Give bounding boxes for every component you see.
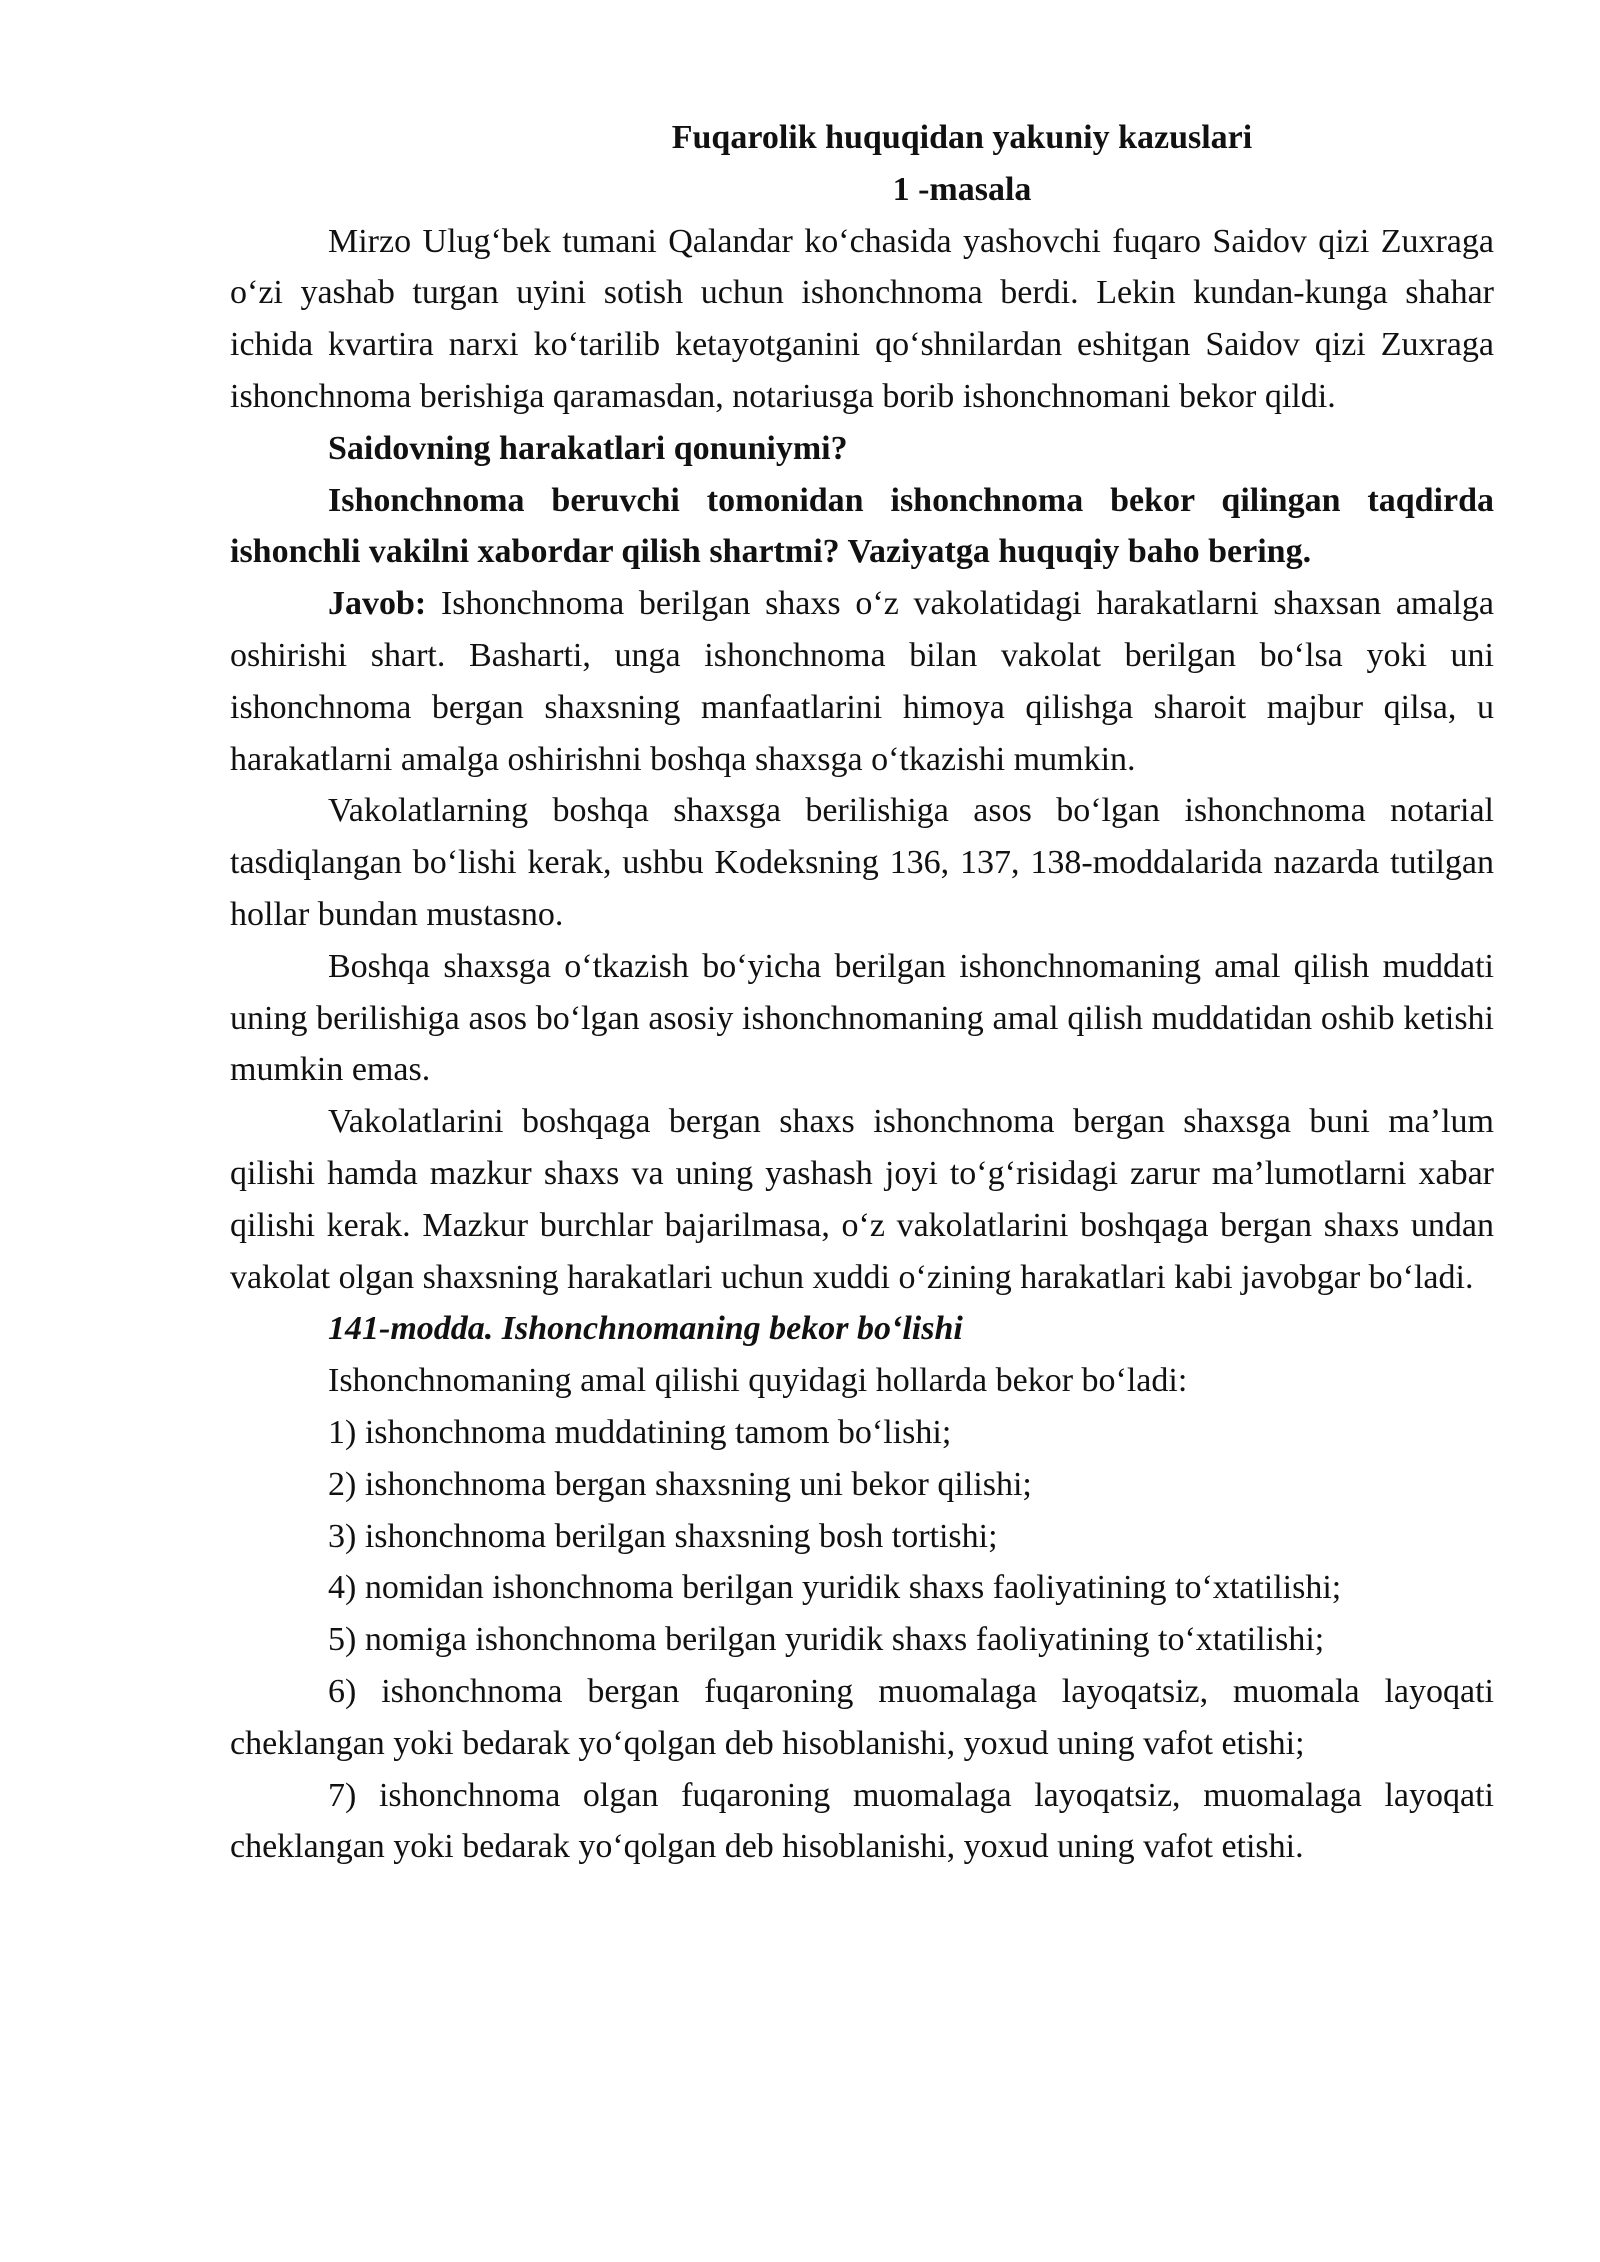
article-item-3: 3) ishonchnoma berilgan shaxsning bosh tortishi; bbox=[328, 1517, 998, 1555]
article-item-6: 6) ishonchnoma bergan fuqaroning muomalaga layoqatsiz, muomala layoqati cheklangan yoki bedarak yo‘qolgan deb hisoblanishi, yoxud uning vafot etishi; bbox=[230, 1672, 1494, 1762]
article-intro: Ishonchnomaning amal qilishi quyidagi hollarda bekor bo‘ladi: bbox=[328, 1362, 1188, 1400]
article-heading: 141-modda. Ishonchnomaning bekor bo‘lishi bbox=[328, 1310, 963, 1348]
article-item-5: 5) nomiga ishonchnoma berilgan yuridik shaxs faoliyatining to‘xtatilishi; bbox=[328, 1621, 1325, 1659]
case-number: 1 -masala bbox=[892, 170, 1032, 208]
question-2: Ishonchnoma beruvchi tomonidan ishonchnoma bekor qilingan taqdirda ishonchli vakilni xabordar qilish shartmi? Vaziyatga huquqiy baho bering. bbox=[230, 481, 1494, 571]
answer-text: Ishonchnoma berilgan shaxs o‘z vakolatidagi harakatlarni shaxsan amalga oshirishi shart. Basharti, unga ishonchnoma bilan vakolat berilgan bo‘lsa yoki uni ishonchnoma bergan shaxsning manfaatlarini himoya qilishga sharoit majbur qilsa, u harakatlarni amalga oshirishni boshqa shaxsga o‘tkazishi mumkin. bbox=[230, 585, 1494, 778]
case-text: Mirzo Ulug‘bek tumani Qalandar ko‘chasida yashovchi fuqaro Saidov qizi Zuxraga o‘zi yashab turgan uyini sotish uchun ishonchnoma berdi. Lekin kundan-kunga shahar ichida kvartira narxi ko‘tarilib ketayotganini qo‘shnilardan eshitgan Saidov qizi Zuxraga ishonchnoma berishiga qaramasdan, notariusga borib ishonchnomani bekor qildi. bbox=[230, 222, 1494, 415]
paragraph-3: Vakolatlarini boshqaga bergan shaxs ishonchnoma bergan shaxsga buni ma’lum qilishi hamda mazkur shaxs va uning yashash joyi to‘g‘risidagi zarur ma’lumotlarni xabar qilishi kerak. Mazkur burchlar bajarilmasa, o‘z vakolatlarini boshqaga bergan shaxs undan vakolat olgan shaxsning harakatlari uchun xuddi o‘zining harakatlari kabi javobgar bo‘ladi. bbox=[230, 1103, 1494, 1296]
article-item-2: 2) ishonchnoma bergan shaxsning uni bekor qilishi; bbox=[328, 1465, 1032, 1503]
document-title: Fuqarolik huquqidan yakuniy kazuslari bbox=[671, 119, 1253, 156]
answer-label: Javob: bbox=[328, 585, 427, 623]
paragraph-2: Boshqa shaxsga o‘tkazish bo‘yicha berilgan ishonchnomaning amal qilish muddati uning berilishiga asos bo‘lgan asosiy ishonchnomaning amal qilish muddatidan oshib ketishi mumkin emas. bbox=[230, 947, 1494, 1089]
document-page bbox=[230, 112, 1494, 1873]
article-item-7: 7) ishonchnoma olgan fuqaroning muomalaga layoqatsiz, muomalaga layoqati cheklangan yoki bedarak yo‘qolgan deb hisoblanishi, yoxud uning vafot etishi. bbox=[230, 1776, 1494, 1866]
question-1: Saidovning harakatlari qonuniymi? bbox=[328, 429, 848, 467]
article-item-1: 1) ishonchnoma muddatining tamom bo‘lishi; bbox=[328, 1413, 952, 1451]
answer-paragraph bbox=[230, 578, 1494, 785]
paragraph-1: Vakolatlarning boshqa shaxsga berilishiga asos bo‘lgan ishonchnoma notarial tasdiqlangan bo‘lishi kerak, ushbu Kodeksning 136, 137, 138-moddalarida nazarda tutilgan hollar bundan mustasno. bbox=[230, 792, 1494, 933]
article-item-4: 4) nomidan ishonchnoma berilgan yuridik shaxs faoliyatining to‘xtatilishi; bbox=[328, 1569, 1342, 1607]
